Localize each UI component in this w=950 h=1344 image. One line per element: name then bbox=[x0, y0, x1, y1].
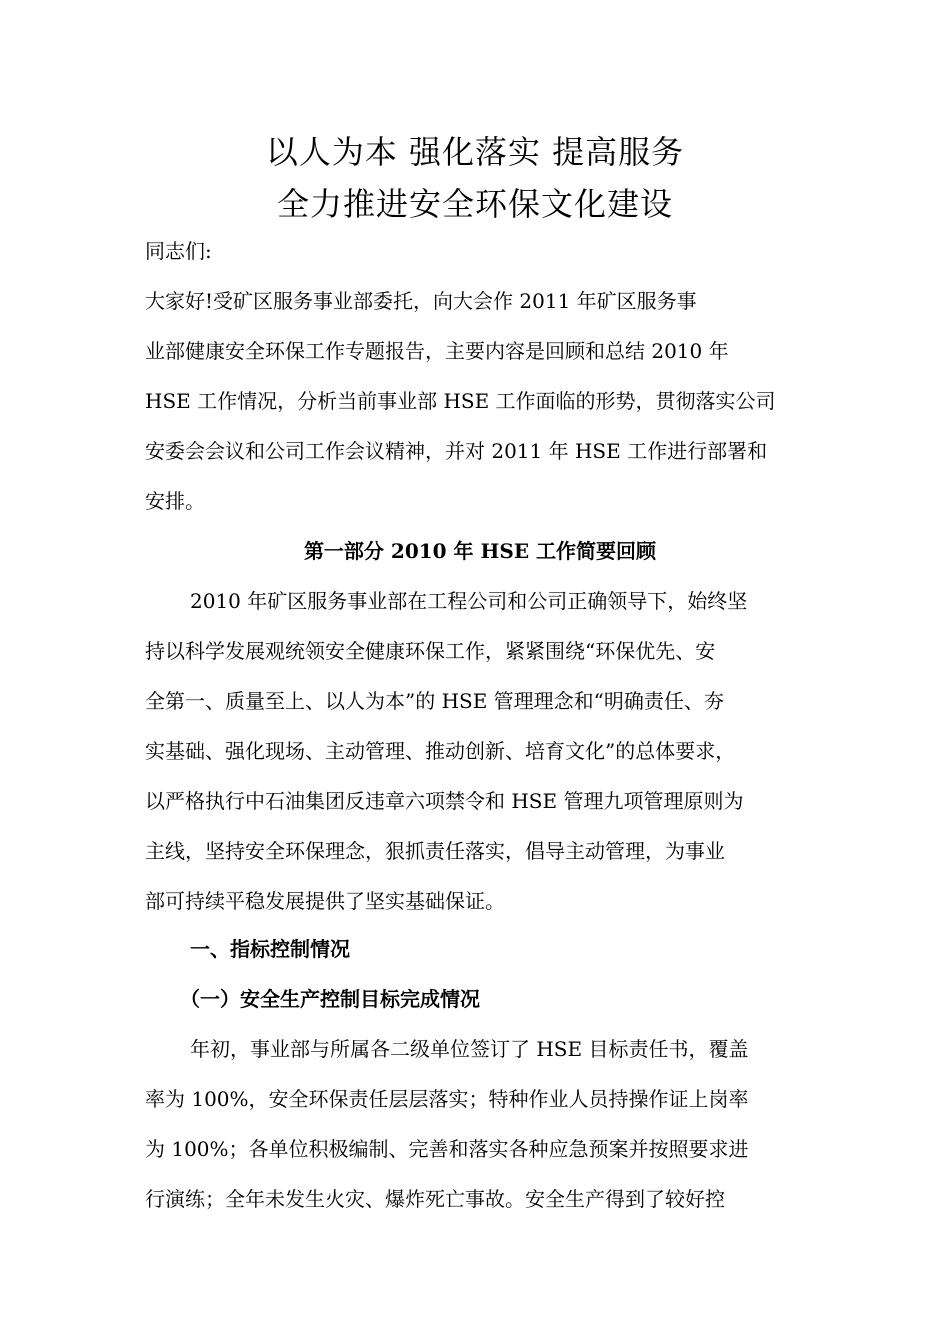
document-title-line-2: 全力推进安全环保文化建设 bbox=[276, 185, 673, 223]
subsection1-body-line: 率为 100%，安全环保责任层层落实；特种作业人员持操作证上岗率 bbox=[145, 1087, 749, 1111]
part1-body-line: 实基础、强化现场、主动管理、推动创新、培育文化”的总体要求， bbox=[145, 739, 736, 763]
part1-body-line: 2010 年矿区服务事业部在工程公司和公司正确领导下，始终坚 bbox=[190, 589, 748, 613]
document-title-line-1: 以人为本 强化落实 提高服务 bbox=[265, 133, 685, 171]
intro-line: 安委会会议和公司工作会议精神，并对 2011 年 HSE 工作进行部署和 bbox=[145, 439, 768, 463]
intro-line: 安排。 bbox=[145, 489, 205, 513]
greeting: 同志们: bbox=[145, 239, 212, 263]
part1-body-line: 部可持续平稳发展提供了坚实基础保证。 bbox=[145, 889, 505, 913]
part1-heading: 第一部分 2010 年 HSE 工作简要回顾 bbox=[303, 539, 657, 563]
intro-line: 大家好!受矿区服务事业部委托，向大会作 2011 年矿区服务事 bbox=[145, 289, 697, 313]
intro-line: 业部健康安全环保工作专题报告，主要内容是回顾和总结 2010 年 bbox=[145, 339, 729, 363]
section1-heading: 一、指标控制情况 bbox=[190, 937, 350, 961]
part1-body-line: 持以科学发展观统领安全健康环保工作，紧紧围绕“环保优先、安 bbox=[145, 639, 716, 663]
subsection1-heading: （一）安全生产控制目标完成情况 bbox=[180, 987, 480, 1011]
subsection1-body-line: 为 100%；各单位积极编制、完善和落实各种应急预案并按照要求进 bbox=[145, 1137, 749, 1161]
subsection1-body-line: 年初，事业部与所属各二级单位签订了 HSE 目标责任书，覆盖 bbox=[190, 1037, 749, 1061]
subsection1-body-line: 行演练；全年未发生火灾、爆炸死亡事故。安全生产得到了较好控 bbox=[145, 1187, 725, 1211]
intro-line: HSE 工作情况，分析当前事业部 HSE 工作面临的形势，贯彻落实公司 bbox=[145, 389, 776, 413]
part1-body-line: 主线，坚持安全环保理念，狠抓责任落实，倡导主动管理，为事业 bbox=[145, 839, 725, 863]
part1-body-line: 以严格执行中石油集团反违章六项禁令和 HSE 管理九项管理原则为 bbox=[145, 789, 744, 813]
part1-body-line: 全第一、质量至上、以人为本”的 HSE 管理理念和“明确责任、夯 bbox=[145, 689, 724, 713]
